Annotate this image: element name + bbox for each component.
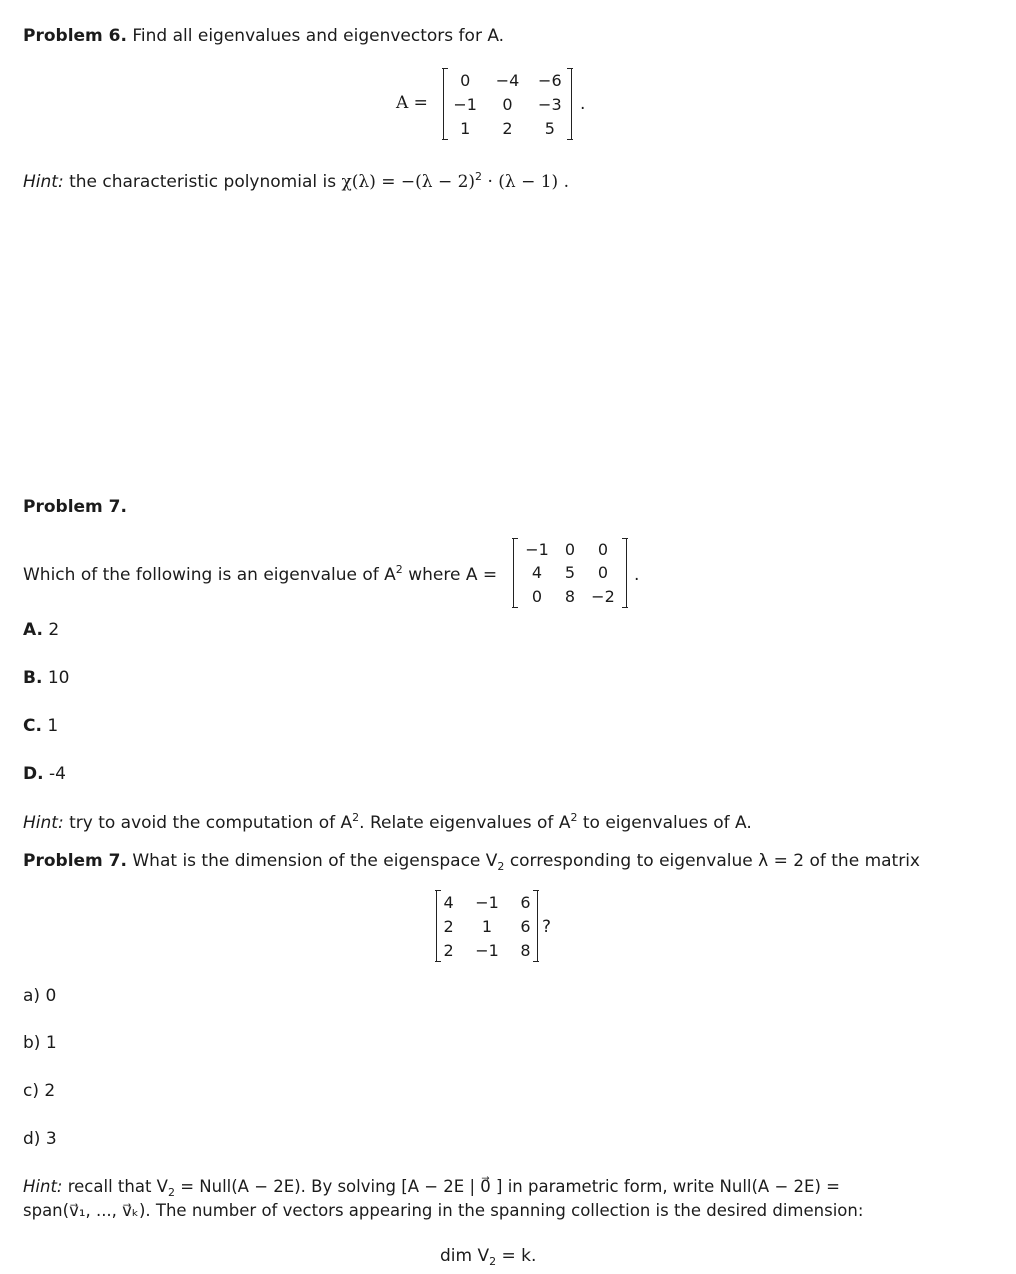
subscript: 2 [167,1186,175,1199]
problem-7b-statement [23,851,920,873]
option-c[interactable]: c) 2 [23,1081,56,1101]
matrix-cell: −1 [475,940,499,960]
problem-6-text: Find all eigenvalues and eigenvectors for A. [132,26,505,46]
option-value: -4 [48,764,66,784]
problem-7b-hint-line-2: span(v⃗₁, ..., v⃗ₖ). The number of vectors appearing in the spanning collection is the desired dimension: [23,1201,864,1220]
matrix-cell: 8 [564,586,576,606]
dim-text: = k. [501,1246,537,1266]
matrix-cell: 0 [564,540,576,560]
hint-label: Hint: [23,813,64,833]
matrix-cell: 1 [460,118,471,138]
problem-7b-hint-line-1 [23,1177,840,1199]
matrix-cell: −1 [475,892,499,912]
option-letter: A. [23,620,43,640]
matrix-cell: −2 [591,586,615,606]
matrix-cell: 8 [520,940,531,960]
hint-polynomial-tail: · (λ − 1) . [487,172,569,192]
problem-7-question [23,563,497,585]
option-value: 2 [48,620,60,640]
option-a[interactable]: a) 0 [23,986,57,1006]
problem-6-matrix-lhs: A = [396,93,428,113]
hint-text: the characteristic polynomial is [69,172,337,192]
problem-7b-text: corresponding to eigenvalue λ = 2 of the matrix [509,851,920,871]
option-letter: B. [23,668,43,688]
question-where: where A = [408,565,498,585]
option-c[interactable] [23,716,58,736]
matrix-cell: −6 [538,70,562,90]
option-d[interactable] [23,764,66,784]
matrix-cell: 0 [597,563,609,583]
matrix-cell: −1 [453,94,477,114]
subscript: 2 [497,860,505,873]
matrix-cell: 2 [443,940,454,960]
subscript: 2 [489,1255,497,1268]
hint-label: Hint: [23,1177,63,1196]
question-text: Which of the following is an eigenvalue of A [23,565,396,585]
problem-7-matrix-period: . [634,565,640,585]
problem-7b-question-mark: ? [542,917,552,937]
matrix-cell: −4 [495,70,520,90]
hint-text: . Relate eigenvalues of A [359,813,571,833]
matrix-cell: −3 [538,94,562,114]
matrix-cell: 6 [520,916,531,936]
problem-7-matrix [513,538,627,608]
problem-7b-matrix [436,890,538,962]
dimension-equation [440,1246,536,1268]
matrix-cell: 6 [520,892,531,912]
problem-7-hint [23,811,752,833]
hint-label: Hint: [23,172,64,192]
problem-6-matrix-period: . [580,94,586,114]
problem-6-hint [23,170,569,192]
hint-polynomial: χ(λ) = −(λ − 2) [341,172,476,192]
option-b[interactable]: b) 1 [23,1033,57,1053]
matrix-cell: 2 [502,118,513,138]
matrix-cell: 0 [531,586,543,606]
matrix-cell: 0 [502,94,513,114]
matrix-cell: 1 [481,916,493,936]
problem-7b-label: Problem 7. [23,851,127,871]
hint-exponent: 2 [352,811,360,824]
dim-text: dim V [440,1246,490,1266]
matrix-cell: 0 [597,540,609,560]
problem-7b-text: What is the dimension of the eigenspace V [132,851,498,871]
matrix-cell: −1 [525,540,549,560]
matrix-cell: 5 [564,563,576,583]
matrix-cell: 0 [460,70,471,90]
hint-text: = Null(A − 2E). By solving [A − 2E | 0⃗ ] in parametric form, write Null(A − 2E) = [180,1177,840,1196]
option-value: 1 [47,716,59,736]
option-letter: D. [23,764,44,784]
hint-exponent: 2 [475,170,483,183]
problem-6-label: Problem 6. [23,26,127,46]
option-b[interactable] [23,668,69,688]
matrix-cell: 5 [544,118,555,138]
problem-7-label: Problem 7. [23,497,127,517]
option-value: 10 [47,668,70,688]
option-letter: C. [23,716,42,736]
matrix-cell: 4 [443,892,454,912]
question-exponent: 2 [395,563,403,576]
hint-text: recall that V [67,1177,168,1196]
problem-6-matrix [443,68,572,140]
option-a[interactable] [23,620,59,640]
matrix-cell: 2 [443,916,454,936]
matrix-cell: 4 [531,563,543,583]
option-d[interactable]: d) 3 [23,1129,57,1149]
hint-text: try to avoid the computation of A [69,813,353,833]
hint-text: to eigenvalues of A. [582,813,752,833]
problem-6-statement [23,26,504,46]
hint-exponent: 2 [570,811,578,824]
